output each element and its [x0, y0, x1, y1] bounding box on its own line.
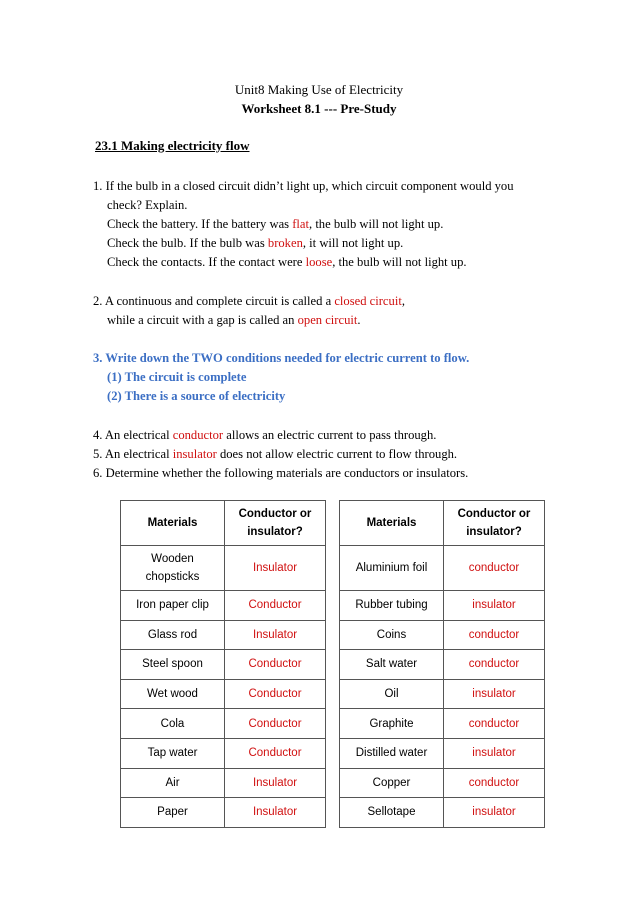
- q2-line1-pre: 2. A continuous and complete circuit is called a: [93, 294, 335, 308]
- material-cell: Glass rod: [121, 620, 225, 650]
- material-line1: Wooden: [151, 553, 194, 565]
- answer-header-line1: Conductor or: [238, 508, 312, 520]
- answer-cell: Conductor: [225, 709, 326, 739]
- material-cell: Sellotape: [340, 798, 444, 828]
- unit-title: Unit8 Making Use of Electricity: [234, 82, 404, 97]
- q5-answer: insulator: [172, 447, 217, 461]
- material-cell: Oil: [340, 679, 444, 709]
- table-row: [340, 591, 545, 621]
- q2-closed-circuit-answer: closed circuit: [334, 294, 402, 308]
- q2-open-circuit-answer: open circuit: [297, 313, 358, 327]
- q3-answer-1: (1) The circuit is complete: [107, 370, 247, 384]
- answer-header-line2: insulator?: [247, 526, 303, 538]
- answer-cell: insulator: [444, 679, 545, 709]
- q1-bulb-pre: Check the bulb. If the bulb was: [107, 236, 268, 250]
- q4-pre: 4. An electrical: [93, 428, 173, 442]
- answer-cell: Insulator: [225, 546, 326, 591]
- material-cell: Graphite: [340, 709, 444, 739]
- answer-cell: Insulator: [225, 798, 326, 828]
- answer-cell: Conductor: [225, 591, 326, 621]
- table-row: [121, 798, 326, 828]
- table-header-row: [340, 501, 545, 546]
- table-row: [121, 738, 326, 768]
- answer-header-line1: Conductor or: [457, 508, 531, 520]
- q1-bulb: [107, 235, 403, 251]
- material-cell: Copper: [340, 768, 444, 798]
- answer-cell: Insulator: [225, 620, 326, 650]
- q1-battery-pre: Check the battery. If the battery was: [107, 217, 293, 231]
- q3-question: 3. Write down the TWO conditions needed for electric current to flow.: [93, 351, 470, 365]
- answer-header-line2: insulator?: [466, 526, 522, 538]
- q4-post: allows an electric current to pass through.: [223, 428, 437, 442]
- q2-line2-pre: while a circuit with a gap is called an: [107, 313, 298, 327]
- material-cell: Distilled water: [340, 738, 444, 768]
- worksheet-title: Worksheet 8.1 --- Pre-Study: [241, 101, 397, 116]
- q1-contacts-post: , the bulb will not light up.: [332, 255, 467, 269]
- q5-line: [93, 446, 457, 462]
- table-row: [340, 798, 545, 828]
- table-row: [340, 620, 545, 650]
- table-header-row: [121, 501, 326, 546]
- table-row: [121, 546, 326, 591]
- q4-answer: conductor: [172, 428, 224, 442]
- q1-bulb-answer: broken: [267, 236, 303, 250]
- answer-cell: conductor: [444, 768, 545, 798]
- table-row: [340, 546, 545, 591]
- q1-contacts-answer: loose: [305, 255, 333, 269]
- q3-answer-2: (2) There is a source of electricity: [107, 389, 286, 403]
- material-cell: Tap water: [121, 738, 225, 768]
- q1-battery-post: , the bulb will not light up.: [309, 217, 444, 231]
- answer-cell: insulator: [444, 591, 545, 621]
- table-row: [340, 738, 545, 768]
- material-cell: [121, 546, 225, 591]
- material-cell: Aluminium foil: [340, 546, 444, 591]
- q1-line1: 1. If the bulb in a closed circuit didn’t light up, which circuit component would you: [93, 179, 514, 193]
- materials-table-right: [339, 500, 545, 828]
- material-cell: Salt water: [340, 650, 444, 680]
- answer-header: [225, 501, 326, 546]
- material-line2: chopsticks: [145, 571, 200, 583]
- q5-post: does not allow electric current to flow through.: [216, 447, 458, 461]
- q2-line2: [107, 312, 361, 328]
- section-heading: 23.1 Making electricity flow: [95, 138, 250, 153]
- table-row: [121, 591, 326, 621]
- materials-header: Materials: [340, 501, 444, 546]
- table-row: [121, 679, 326, 709]
- answer-header: [444, 501, 545, 546]
- answer-cell: Conductor: [225, 650, 326, 680]
- material-cell: Paper: [121, 798, 225, 828]
- q4-line: [93, 427, 436, 443]
- q1-bulb-post: , it will not light up.: [302, 236, 404, 250]
- table-row: [340, 768, 545, 798]
- table-row: [340, 679, 545, 709]
- answer-cell: Conductor: [225, 738, 326, 768]
- material-cell: Rubber tubing: [340, 591, 444, 621]
- answer-cell: conductor: [444, 709, 545, 739]
- material-cell: Steel spoon: [121, 650, 225, 680]
- q1-line2: check? Explain.: [107, 198, 188, 212]
- material-cell: Wet wood: [121, 679, 225, 709]
- answer-cell: conductor: [444, 620, 545, 650]
- material-cell: Cola: [121, 709, 225, 739]
- answer-cell: conductor: [444, 546, 545, 591]
- materials-header: Materials: [121, 501, 225, 546]
- q6-line: 6. Determine whether the following materials are conductors or insulators.: [93, 466, 469, 480]
- table-row: [121, 650, 326, 680]
- table-row: [121, 768, 326, 798]
- q2-line1-post: ,: [401, 294, 405, 308]
- table-row: [121, 709, 326, 739]
- q1-contacts: [107, 254, 467, 270]
- table-row: [121, 620, 326, 650]
- table-row: [340, 709, 545, 739]
- answer-cell: insulator: [444, 798, 545, 828]
- answer-cell: conductor: [444, 650, 545, 680]
- material-cell: Coins: [340, 620, 444, 650]
- answer-cell: insulator: [444, 738, 545, 768]
- material-cell: Air: [121, 768, 225, 798]
- answer-cell: Conductor: [225, 679, 326, 709]
- q1-battery: [107, 216, 443, 232]
- q2-line1: [93, 293, 405, 309]
- table-row: [340, 650, 545, 680]
- q5-pre: 5. An electrical: [93, 447, 173, 461]
- material-cell: Iron paper clip: [121, 591, 225, 621]
- q2-line2-post: .: [357, 313, 361, 327]
- materials-table-left: [120, 500, 326, 828]
- answer-cell: Insulator: [225, 768, 326, 798]
- q1-contacts-pre: Check the contacts. If the contact were: [107, 255, 306, 269]
- q1-battery-answer: flat: [292, 217, 310, 231]
